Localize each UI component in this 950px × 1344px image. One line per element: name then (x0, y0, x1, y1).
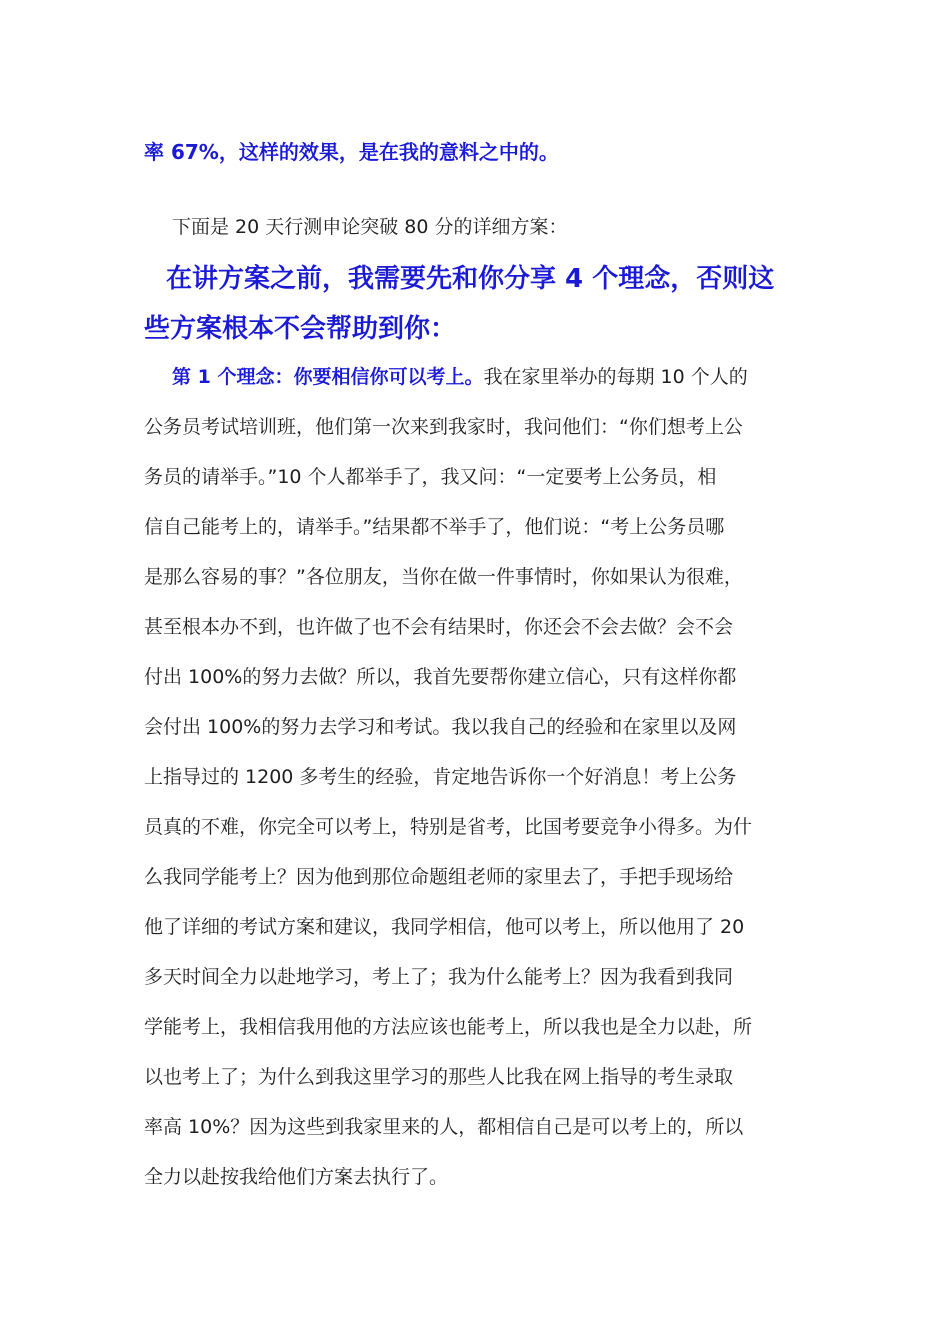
paragraph-line: 率高 10%？因为这些到我家里来的人，都相信自己是可以考上的，所以 (144, 1116, 744, 1138)
concept-label: 第 1 个理念：你要相信你可以考上。 (172, 366, 484, 388)
section-heading-line-1: 在讲方案之前，我需要先和你分享 4 个理念，否则这 (166, 264, 775, 294)
paragraph-line: 公务员考试培训班，他们第一次来到我家时，我问他们：“你们想考上公 (144, 416, 743, 438)
paragraph-line: 甚至根本办不到，也许做了也不会有结果时，你还会不会去做？会不会 (144, 616, 734, 638)
paragraph-line: 信自己能考上的，请举手。”结果都不举手了，他们说：“考上公务员哪 (144, 516, 725, 538)
paragraph-line: 员真的不难，你完全可以考上，特别是省考，比国考要竞争小得多。为什 (144, 816, 753, 838)
paragraph-line: 他了详细的考试方案和建议，我同学相信，他可以考上，所以他用了 20 (144, 916, 745, 938)
paragraph-line: 务员的请举手。”10 个人都举手了，我又问：“一定要考上公务员，相 (144, 466, 717, 488)
plan-intro-line: 下面是 20 天行测申论突破 80 分的详细方案： (172, 216, 568, 238)
section-heading-line-2: 些方案根本不会帮助到你： (144, 314, 457, 344)
paragraph-line: 多天时间全力以赴地学习，考上了；我为什么能考上？因为我看到我同 (144, 966, 734, 988)
paragraph-line: 上指导过的 1200 多考生的经验，肯定地告诉你一个好消息！考上公务 (144, 766, 737, 788)
paragraph-line: 以也考上了；为什么到我这里学习的那些人比我在网上指导的考生录取 (144, 1066, 734, 1088)
paragraph-line: 会付出 100%的努力去学习和考试。我以我自己的经验和在家里以及网 (144, 716, 737, 738)
paragraph-line: 学能考上，我相信我用他的方法应该也能考上，所以我也是全力以赴，所 (144, 1016, 753, 1038)
paragraph-line: 么我同学能考上？因为他到那位命题组老师的家里去了，手把手现场给 (144, 866, 734, 888)
result-line: 率 67%，这样的效果，是在我的意料之中的。 (144, 140, 559, 164)
paragraph-line (172, 362, 748, 389)
paragraph-line: 全力以赴按我给他们方案去执行了。 (144, 1166, 449, 1188)
paragraph-text: 我在家里举办的每期 10 个人的 (483, 366, 748, 388)
paragraph-line: 是那么容易的事？”各位朋友，当你在做一件事情时，你如果认为很难， (144, 566, 743, 588)
paragraph-line: 付出 100%的努力去做？所以，我首先要帮你建立信心，只有这样你都 (144, 666, 737, 688)
